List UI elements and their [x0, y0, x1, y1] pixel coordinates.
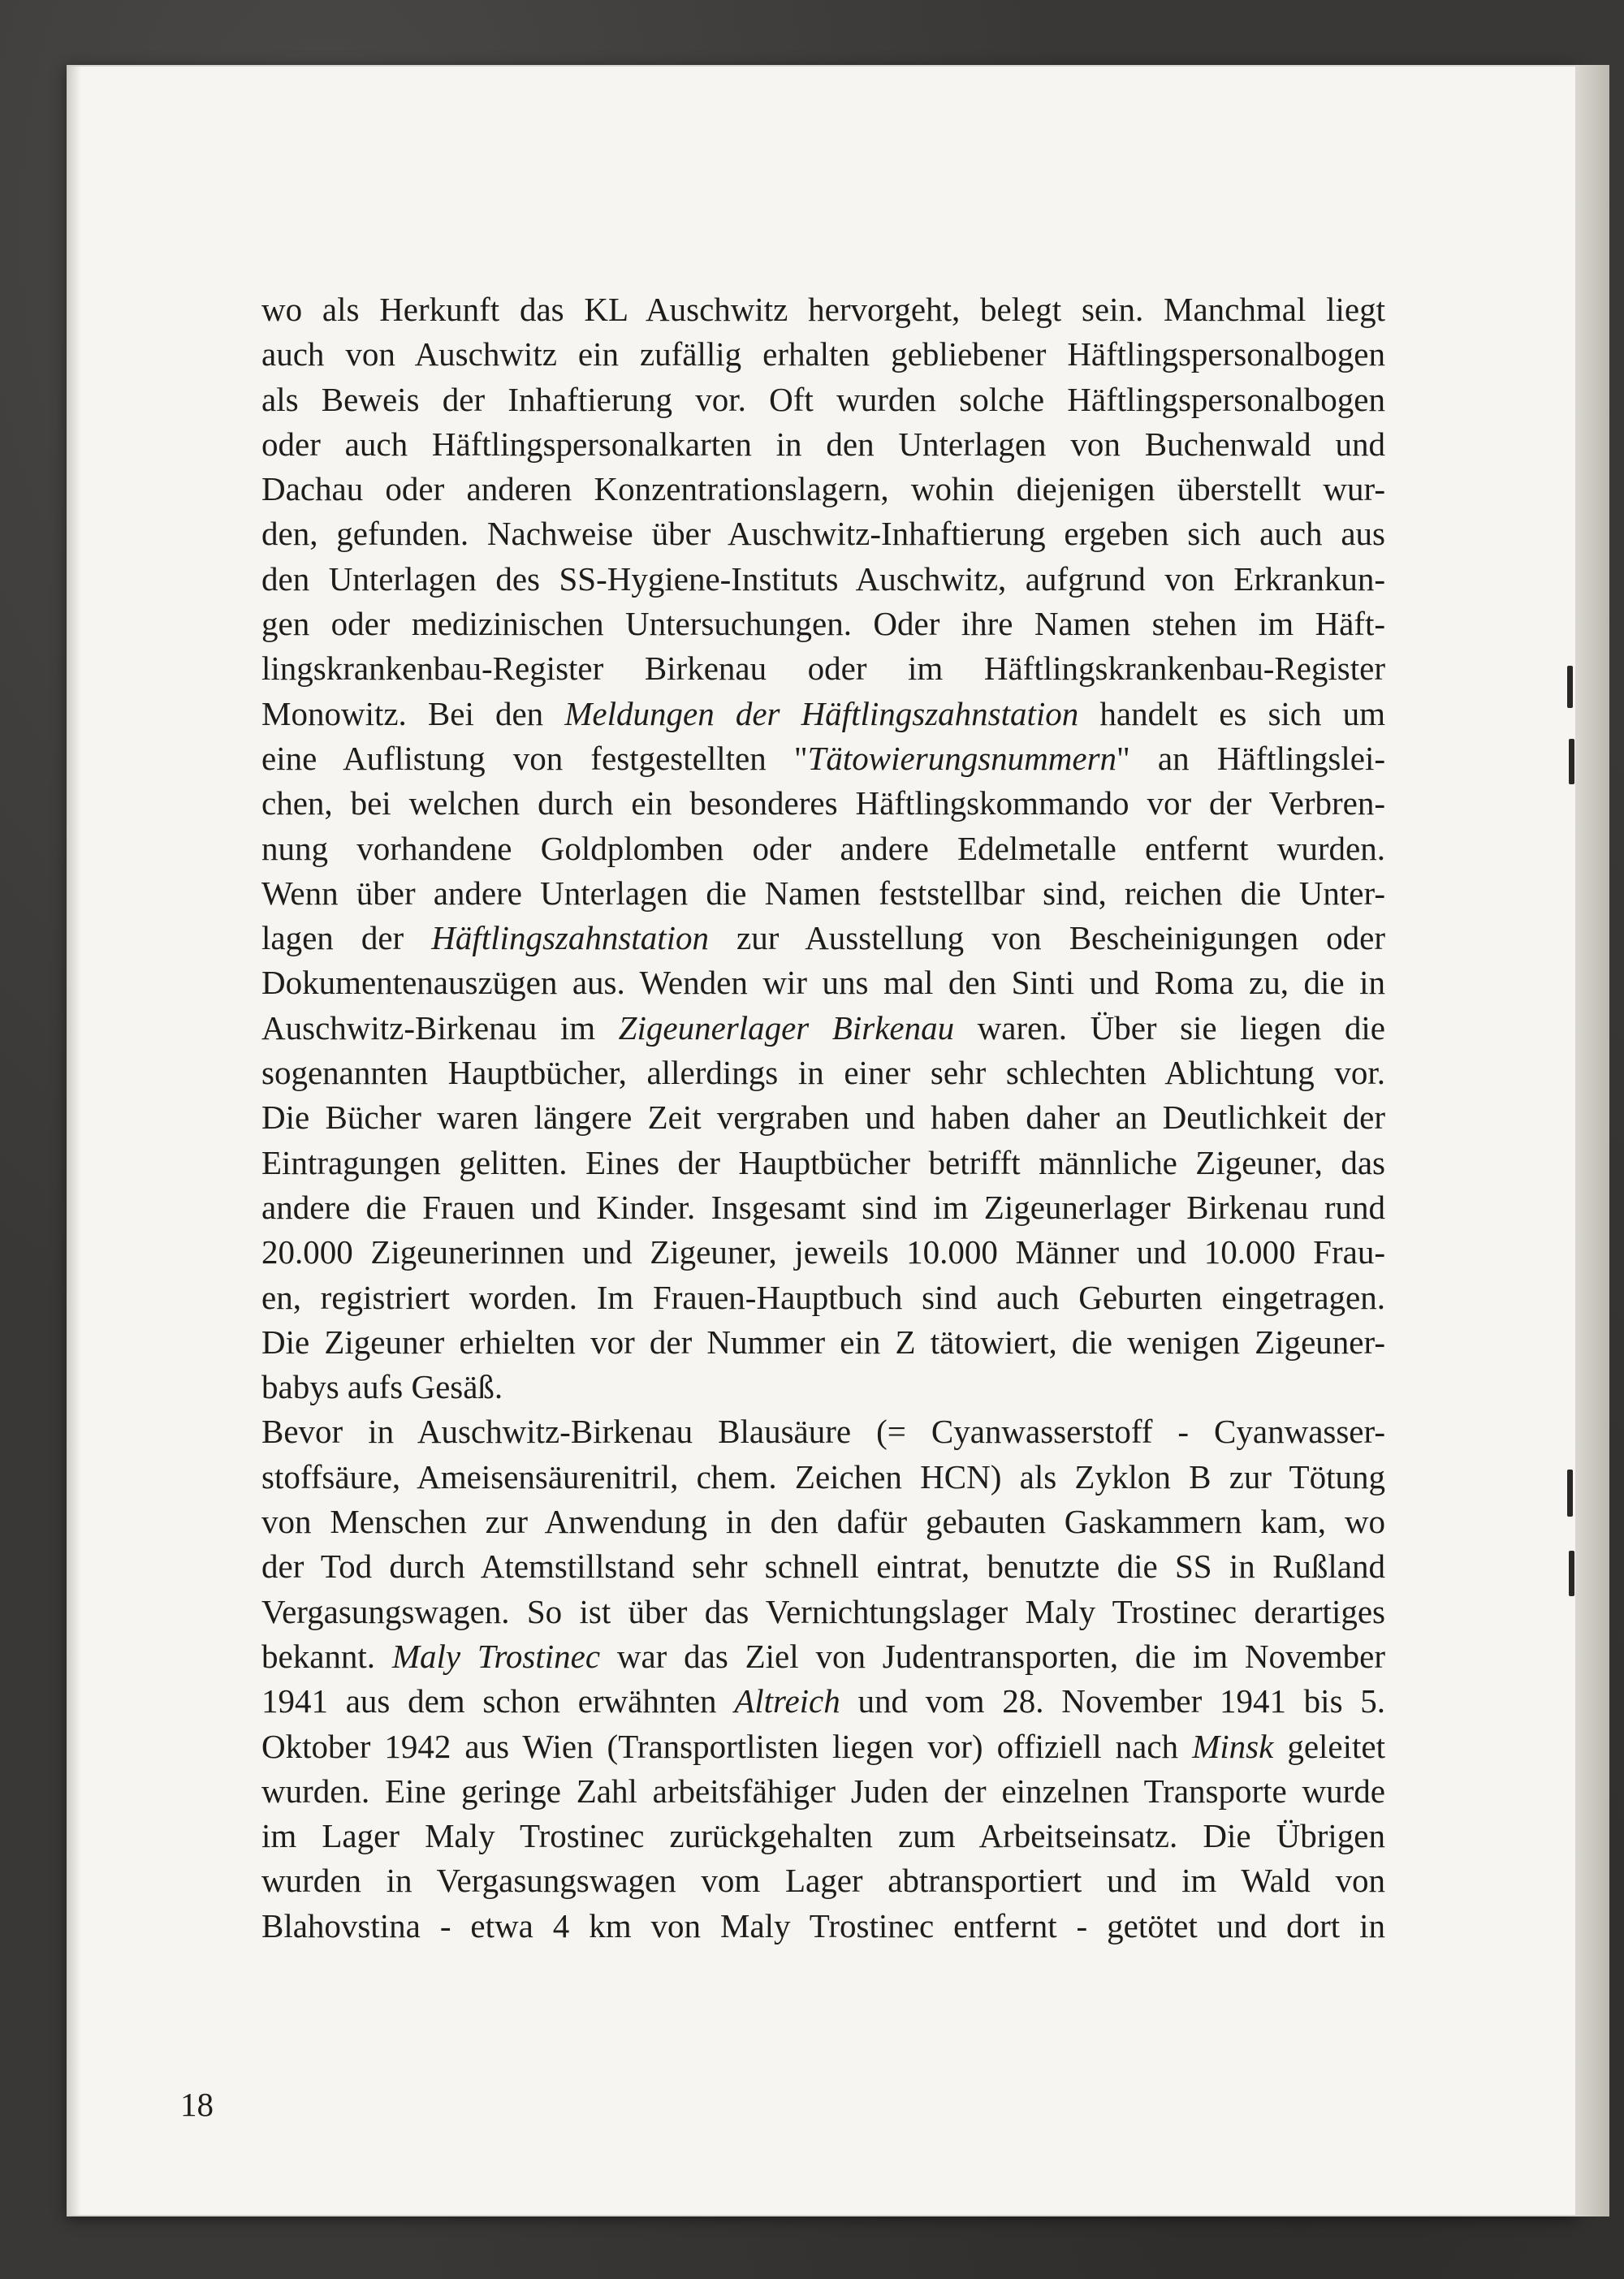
text-segment: Auschwitz-Birkenau im — [261, 1008, 619, 1047]
text-line — [261, 1006, 1385, 1051]
text-line — [261, 781, 1385, 826]
text-segment: als Beweis der Inhaftierung vor. Oft wurden solche Häftlingspersonalbogen — [261, 380, 1385, 418]
text-segment: Die Zigeuner erhielten vor der Nummer ein Z tätowiert, die wenigen Zigeuner- — [261, 1323, 1385, 1361]
text-line — [261, 1634, 1385, 1679]
text-line — [261, 1365, 1385, 1409]
text-segment: Monowitz. Bei den — [261, 694, 565, 732]
text-segment: Dachau oder anderen Konzentrationslagern, wohin diejenigen überstellt wur- — [261, 470, 1385, 508]
text-segment: im Lager Maly Trostinec zurückgehalten zum Arbeitseinsatz. Die Übrigen — [261, 1817, 1385, 1855]
text-line — [261, 1814, 1385, 1858]
text-segment: andere die Frauen und Kinder. Insgesamt sind im Zigeunerlager Birkenau rund — [261, 1188, 1385, 1226]
text-segment: war das Ziel von Judentransporten, die im November — [600, 1637, 1385, 1675]
italic-term: Maly Trostinec — [391, 1637, 601, 1675]
text-line — [261, 511, 1385, 556]
text-line — [261, 422, 1385, 467]
text-segment: von Menschen zur Anwendung in den dafür gebauten Gaskammern kam, wo — [261, 1503, 1385, 1541]
text-segment: Dokumentenauszügen aus. Wenden wir uns mal den Sinti und Roma zu, die in — [261, 964, 1385, 1002]
text-line — [261, 378, 1385, 422]
text-segment: waren. Über sie liegen die — [954, 1008, 1385, 1047]
text-segment: Blahovstina - etwa 4 km von Maly Trostinec entfernt - getötet und dort in — [261, 1906, 1385, 1944]
text-line — [261, 602, 1385, 646]
text-segment: geleitet — [1273, 1727, 1385, 1765]
text-segment: auch von Auschwitz ein zufällig erhalten gebliebener Häftlingspersonalbogen — [261, 335, 1385, 373]
italic-term: Meldungen der Häftlingszahnstation — [564, 694, 1079, 732]
text-line — [261, 960, 1385, 1005]
staple-mark — [1567, 666, 1573, 708]
text-line — [261, 736, 1385, 781]
binding-edge — [1577, 65, 1609, 2216]
text-segment: und vom 28. November 1941 bis 5. — [840, 1682, 1385, 1720]
text-line — [261, 1858, 1385, 1903]
text-segment: " an Häftlingslei- — [1116, 739, 1386, 777]
italic-term: Zigeunerlager Birkenau — [618, 1008, 955, 1047]
text-line — [261, 1141, 1385, 1185]
staple-mark — [1569, 1551, 1574, 1596]
text-segment: wo als Herkunft das KL Auschwitz hervorgeht, belegt sein. Manchmal liegt — [261, 291, 1385, 328]
staple-mark — [1567, 1470, 1573, 1517]
text-segment: sogenannten Hauptbücher, allerdings in einer sehr schlechten Ablichtung vor. — [261, 1054, 1385, 1092]
text-segment: lagen der — [261, 919, 432, 957]
staple-mark — [1569, 739, 1574, 784]
text-line — [261, 287, 1385, 332]
text-line — [261, 557, 1385, 602]
text-segment: Wenn über andere Unterlagen die Namen feststellbar sind, reichen die Unter- — [261, 874, 1385, 912]
text-line — [261, 1904, 1385, 1949]
text-segment: en, registriert worden. Im Frauen-Hauptbuch sind auch Geburten eingetragen. — [261, 1278, 1385, 1316]
text-line — [261, 1500, 1385, 1544]
text-segment: chen, bei welchen durch ein besonderes Häftlingskommando vor der Verbren- — [261, 784, 1385, 822]
text-line — [261, 1051, 1385, 1095]
text-line — [261, 1275, 1385, 1320]
text-segment: lingskrankenbau-Register Birkenau oder im Häftlingskrankenbau-Register — [261, 650, 1385, 688]
text-segment: gen oder medizinischen Untersuchungen. Oder ihre Namen stehen im Häft- — [261, 605, 1385, 643]
text-line — [261, 1590, 1385, 1634]
text-line — [261, 1544, 1385, 1589]
text-segment: Vergasungswagen. So ist über das Vernichtungslager Maly Trostinec derartiges — [261, 1592, 1385, 1630]
text-line — [261, 1679, 1385, 1724]
text-line — [261, 916, 1385, 960]
text-segment: den Unterlagen des SS-Hygiene-Instituts Auschwitz, aufgrund von Erkrankun- — [261, 559, 1385, 598]
text-segment: nung vorhandene Goldplomben oder andere Edelmetalle entfernt wurden. — [261, 829, 1385, 867]
text-segment: oder auch Häftlingspersonalkarten in den Unterlagen von Buchenwald und — [261, 425, 1385, 463]
text-line — [261, 467, 1385, 511]
text-line — [261, 1185, 1385, 1230]
text-line — [261, 646, 1385, 691]
italic-term: Häftlingszahnstation — [431, 919, 709, 957]
text-line — [261, 827, 1385, 871]
body-text — [261, 287, 1385, 1949]
text-segment: wurden. Eine geringe Zahl arbeitsfähiger Juden der einzelnen Transporte wurde — [261, 1772, 1385, 1810]
text-segment: Die Bücher waren längere Zeit vergraben und haben daher an Deutlichkeit der — [261, 1098, 1385, 1137]
text-line — [261, 332, 1385, 377]
text-line — [261, 1455, 1385, 1500]
text-segment: Bevor in Auschwitz-Birkenau Blausäure (= Cyanwasserstoff - Cyanwasser- — [261, 1413, 1385, 1451]
text-segment: den, gefunden. Nachweise über Auschwitz-Inhaftierung ergeben sich auch aus — [261, 515, 1385, 553]
text-segment: eine Auflistung von festgestellten " — [261, 739, 808, 777]
text-line — [261, 692, 1385, 736]
text-line — [261, 1320, 1385, 1365]
text-segment: stoffsäure, Ameisensäurenitril, chem. Zeichen HCN) als Zyklon B zur Tötung — [261, 1457, 1385, 1496]
text-line — [261, 1095, 1385, 1140]
text-segment: Eintragungen gelitten. Eines der Hauptbücher betrifft männliche Zigeuner, das — [261, 1143, 1385, 1181]
text-line — [261, 1230, 1385, 1275]
text-line — [261, 871, 1385, 916]
italic-term: Tätowierungsnummern — [807, 739, 1117, 777]
text-segment: 20.000 Zigeunerinnen und Zigeuner, jeweils 10.000 Männer und 10.000 Frau- — [261, 1233, 1385, 1271]
text-segment: zur Ausstellung von Bescheinigungen oder — [708, 919, 1385, 957]
text-segment: bekannt. — [261, 1637, 392, 1675]
text-segment: wurden in Vergasungswagen vom Lager abtransportiert und im Wald von — [261, 1862, 1385, 1900]
italic-term: Minsk — [1192, 1727, 1274, 1765]
text-segment: der Tod durch Atemstillstand sehr schnell eintrat, benutzte die SS in Rußland — [261, 1547, 1385, 1586]
text-line — [261, 1769, 1385, 1814]
italic-term: Altreich — [734, 1682, 840, 1720]
text-line — [261, 1724, 1385, 1769]
text-segment: babys aufs Gesäß. — [261, 1368, 503, 1406]
page-number: 18 — [180, 2086, 214, 2123]
text-segment: handelt es sich um — [1078, 694, 1385, 732]
text-line — [261, 1409, 1385, 1454]
text-segment: Oktober 1942 aus Wien (Transportlisten liegen vor) offiziell nach — [261, 1727, 1193, 1765]
text-segment: 1941 aus dem schon erwähnten — [261, 1682, 735, 1720]
